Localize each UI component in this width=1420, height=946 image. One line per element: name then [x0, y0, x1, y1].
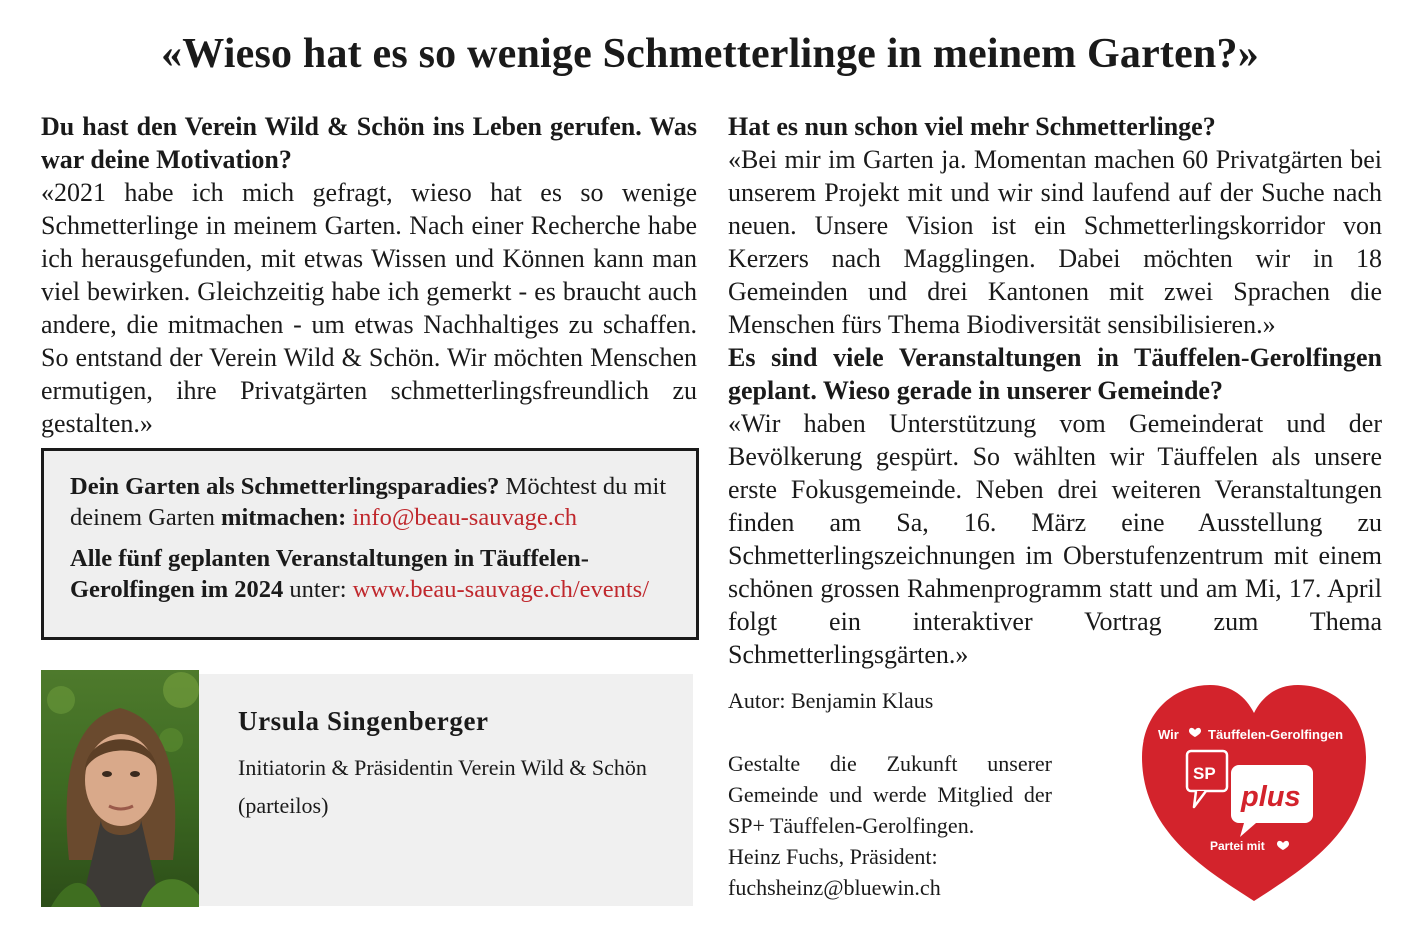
answer-motivation: «2021 habe ich mich gefragt, wieso hat es so wenige Schmetterlinge in meinem Garten. Nach einer Recherche habe ich herausgefunden, mit etwas Wissen und Können kann man viel bewirken. Gleichzeitig habe ich gemerkt - es braucht auch andere, die mitmachen - um etwas Nachhaltiges zu schaffen. So entstand der Verein Wild & Schön. Wir möchten Menschen ermutigen, ihre Privatgärten schmetterlingsfreundlich zu gestalten.»: [41, 178, 697, 438]
answer-more-butterflies: «Bei mir im Garten ja. Momentan machen 60 Privatgärten bei unserem Projekt mit und wir sind laufend auf der Suche nach neuen. Unsere Vision ist ein Schmetterlingskorridor von Kerzers nach Magglingen. Dabei möchten wir in 18 Gemeinden und drei Kantonen mit zwei Sprachen die Menschen fürs Thema Biodiversität sensibilisieren.»: [728, 145, 1382, 339]
info-events-heading: Alle fünf geplanten Veranstaltungen in Täuffelen-Gerolfingen im 2024: [70, 545, 589, 603]
info-join-heading: Dein Garten als Schmetterlingsparadies?: [70, 473, 500, 500]
question-events: Es sind viele Veranstaltungen in Täuffelen-Gerolfingen geplant. Wieso gerade in unserer Gemeinde?: [728, 343, 1382, 405]
logo-top-text-b: Täuffelen-Gerolfingen: [1208, 727, 1344, 742]
info-box: [41, 448, 699, 640]
profile-role-block: [238, 749, 688, 825]
profile-card: [199, 674, 693, 906]
info-join-cta: mitmachen:: [221, 504, 347, 531]
portrait-photo: [41, 670, 199, 907]
logo-bottom-text: Partei mit: [1210, 839, 1265, 853]
author-line: Autor: Benjamin Klaus: [728, 688, 934, 713]
profile-party: (parteilos): [238, 793, 329, 818]
logo-sp-text: SP: [1193, 764, 1216, 783]
article-title: «Wieso hat es so wenige Schmetterlinge in meinem Garten?»: [161, 31, 1259, 77]
membership-cta: [728, 748, 1052, 903]
cta-email[interactable]: fuchsheinz@bluewin.ch: [728, 875, 941, 900]
right-column: [728, 110, 1382, 671]
info-events-text: unter:: [283, 576, 353, 603]
cta-signer: Heinz Fuchs, Präsident:: [728, 844, 938, 869]
info-paragraph-events: [70, 543, 670, 605]
sp-plus-logo: [1138, 683, 1370, 903]
profile-name: Ursula Singenberger: [238, 706, 489, 736]
question-motivation: Du hast den Verein Wild & Schön ins Leben gerufen. Was war deine Motivation?: [41, 112, 697, 174]
logo-plus-text: plus: [1241, 781, 1301, 813]
profile-role: Initiatorin & Präsidentin Verein Wild & Schön: [238, 755, 647, 780]
cta-text: Gestalte die Zukunft unserer Gemeinde und werde Mitglied der SP+ Täuffelen-Gerolfingen.: [728, 751, 1052, 838]
info-email-link[interactable]: info@beau-sauvage.ch: [352, 504, 577, 531]
info-join-text: Möchtest du mit deinem Garten: [70, 473, 667, 531]
logo-top-text-a: Wir: [1158, 727, 1179, 742]
info-events-link[interactable]: www.beau-sauvage.ch/events/: [352, 576, 650, 603]
question-more-butterflies: Hat es nun schon viel mehr Schmetterlinge?: [728, 112, 1216, 141]
info-paragraph-join: [70, 471, 670, 533]
answer-events: «Wir haben Unterstützung vom Gemeinderat und der Bevölkerung gespürt. So wählten wir Täuffelen als unsere erste Fokusgemeinde. Neben drei weiteren Veranstaltungen finden am Sa, 16. März eine Ausstellung zu Schmetterlingszeichnungen im Oberstufenzentrum mit einem schönen grossen Rahmenprogramm statt und am Mi, 17. April folgt ein interaktiver Vortrag zum Thema Schmetterlingsgärten.»: [728, 409, 1382, 669]
left-column: [41, 110, 697, 440]
